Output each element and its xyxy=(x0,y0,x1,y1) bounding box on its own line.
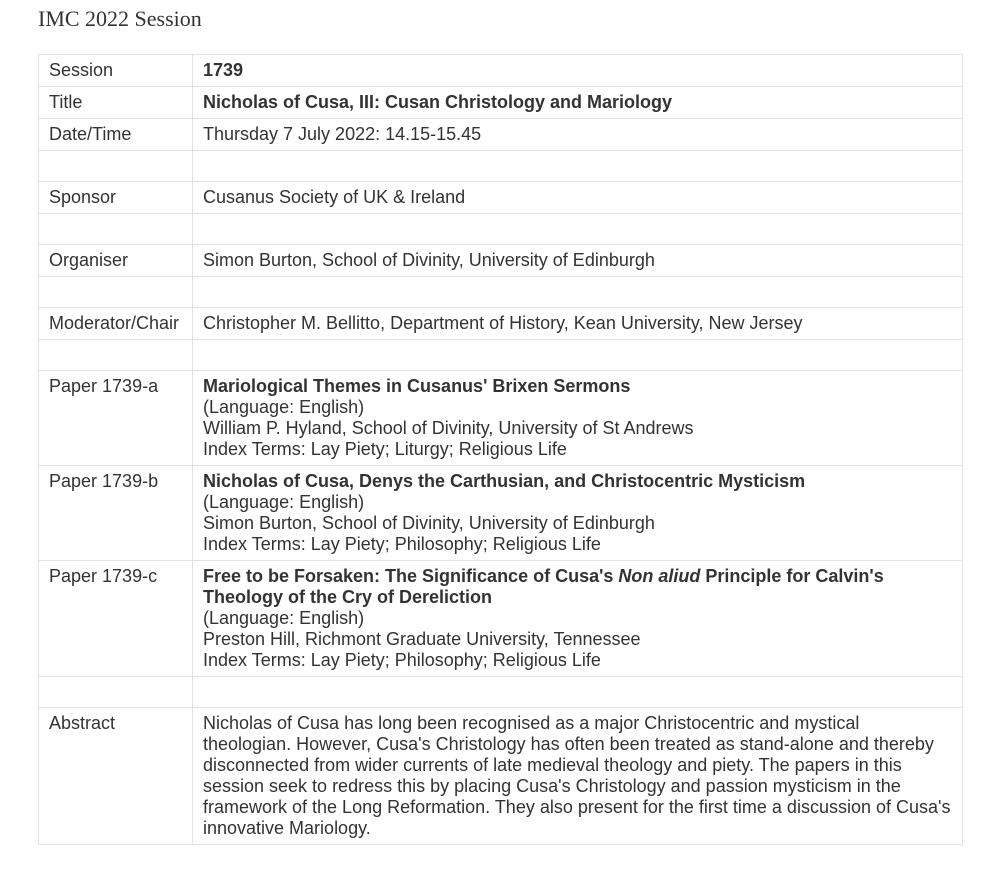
paper-language: (Language: English) xyxy=(203,608,365,628)
paper-title-end: Principle for Calvin's Theology of the Cry of Dereliction xyxy=(203,566,884,607)
paper-row xyxy=(39,561,963,677)
spacer-row xyxy=(39,340,963,371)
paper-row xyxy=(39,371,963,466)
abstract-label: Abstract xyxy=(39,708,193,845)
spacer-row xyxy=(39,151,963,182)
paper-details xyxy=(193,466,963,561)
abstract-text: Nicholas of Cusa has long been recognised as a major Christocentric and mystical theologian. However, Cusa's Christology has often been treated as stand-alone and thereby disconnected from wider currents of late medieval theology and piety. The papers in this session seek to redress this by placing Cusa's Christology and passion mysticism in the framework of the Long Reformation. They also present for the first time a discussion of Cusa's innovative Mariology. xyxy=(193,708,963,845)
moderator-label: Moderator/Chair xyxy=(39,308,193,340)
paper-title: Mariological Themes in Cusanus' Brixen Sermons xyxy=(203,376,631,396)
abstract-row xyxy=(39,708,963,845)
sponsor-value: Cusanus Society of UK & Ireland xyxy=(193,182,963,214)
paper-title-start: Free to be Forsaken: The Significance of Cusa's xyxy=(203,566,619,586)
title-row xyxy=(39,87,963,119)
paper-language: (Language: English) xyxy=(203,397,365,417)
session-number: 1739 xyxy=(193,55,963,87)
session-title: Nicholas of Cusa, III: Cusan Christology and Mariology xyxy=(193,87,963,119)
paper-index-terms: Index Terms: Lay Piety; Philosophy; Religious Life xyxy=(203,534,601,554)
sponsor-row xyxy=(39,182,963,214)
organiser-value: Simon Burton, School of Divinity, University of Edinburgh xyxy=(193,245,963,277)
paper-title: Nicholas of Cusa, Denys the Carthusian, and Christocentric Mysticism xyxy=(203,471,806,491)
sponsor-label: Sponsor xyxy=(39,182,193,214)
paper-language: (Language: English) xyxy=(203,492,365,512)
title-label: Title xyxy=(39,87,193,119)
paper-details xyxy=(193,561,963,677)
organiser-label: Organiser xyxy=(39,245,193,277)
spacer-row xyxy=(39,277,963,308)
organiser-row xyxy=(39,245,963,277)
paper-author: Simon Burton, School of Divinity, University of Edinburgh xyxy=(203,513,655,533)
paper-label: Paper 1739-c xyxy=(39,561,193,677)
spacer-row xyxy=(39,214,963,245)
moderator-row xyxy=(39,308,963,340)
spacer-row xyxy=(39,677,963,708)
session-row xyxy=(39,55,963,87)
paper-row xyxy=(39,466,963,561)
paper-index-terms: Index Terms: Lay Piety; Liturgy; Religious Life xyxy=(203,439,567,459)
paper-title-italic: Non aliud xyxy=(618,566,701,586)
datetime-label: Date/Time xyxy=(39,119,193,151)
moderator-value: Christopher M. Bellitto, Department of History, Kean University, New Jersey xyxy=(193,308,963,340)
page-title: IMC 2022 Session xyxy=(38,6,202,31)
paper-details xyxy=(193,371,963,466)
session-table xyxy=(38,54,963,845)
paper-label: Paper 1739-a xyxy=(39,371,193,466)
datetime-value: Thursday 7 July 2022: 14.15-15.45 xyxy=(193,119,963,151)
paper-title xyxy=(203,566,952,608)
paper-label: Paper 1739-b xyxy=(39,466,193,561)
paper-author: Preston Hill, Richmont Graduate University, Tennessee xyxy=(203,629,641,649)
datetime-row xyxy=(39,119,963,151)
paper-author: William P. Hyland, School of Divinity, University of St Andrews xyxy=(203,418,694,438)
session-label: Session xyxy=(39,55,193,87)
paper-index-terms: Index Terms: Lay Piety; Philosophy; Religious Life xyxy=(203,650,601,670)
